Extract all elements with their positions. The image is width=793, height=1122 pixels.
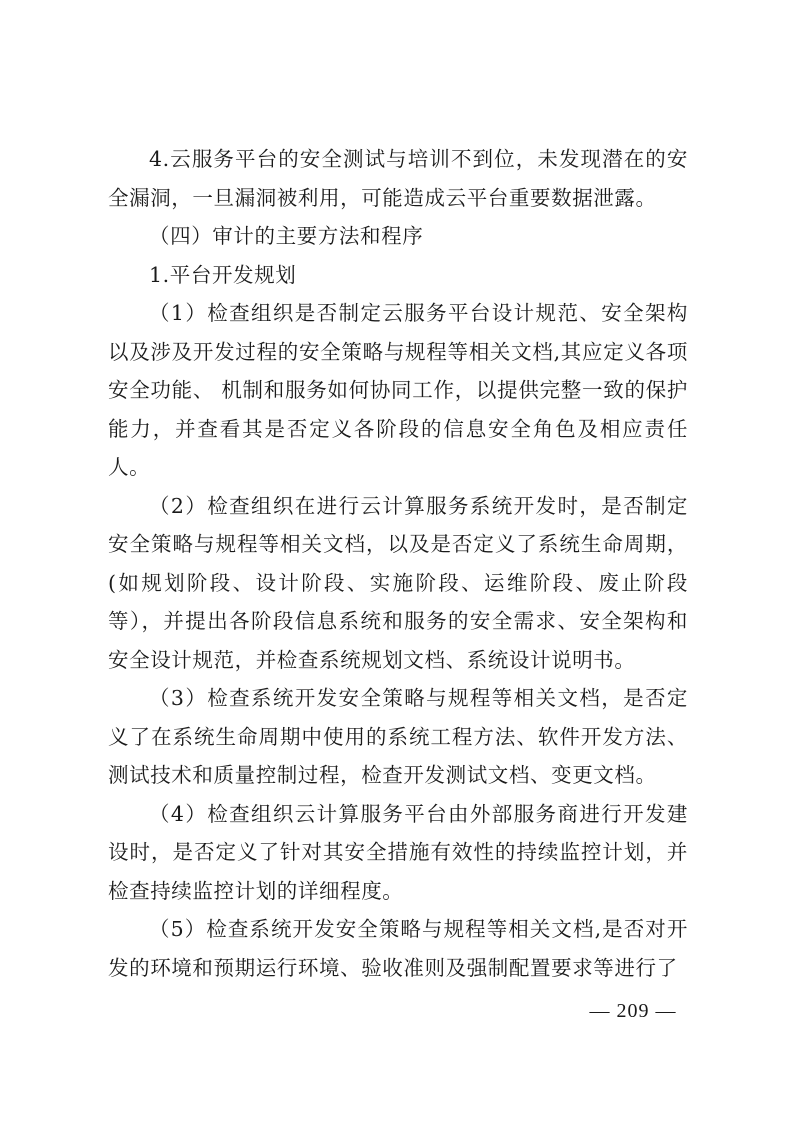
paragraph-item-2: （2）检查组织在进行云计算服务系统开发时，是否制定安全策略与规程等相关文档，以及是否定义了系统生命周期，(如规划阶段、设计阶段、实施阶段、运维阶段、废止阶段等），并提出各阶段信息系统和服务的安全需求、安全架构和安全设计规范，并检查系统规划文档、系统设计说明书。 — [108, 493, 688, 672]
document-body — [108, 140, 688, 987]
paragraph-point-4: 4.云服务平台的安全测试与培训不到位，未发现潜在的安全漏洞，一旦漏洞被利用，可能造成云平台重要数据泄露。 — [108, 147, 688, 210]
subsection-heading-1: 1.平台开发规划 — [149, 262, 297, 287]
page-number: — 209 — — [589, 1000, 677, 1022]
paragraph-item-1: （1）检查组织是否制定云服务平台设计规范、安全架构以及涉及开发过程的安全策略与规程等相关文档,其应定义各项安全功能、 机制和服务如何协同工作，以提供完整一致的保护能力，并查看其是否定义各阶段的信息安全角色及相应责任人。 — [108, 301, 688, 479]
section-heading-4: （四）审计的主要方法和程序 — [149, 224, 424, 248]
paragraph-item-3: （3）检查系统开发安全策略与规程等相关文档，是否定义了在系统生命周期中使用的系统工程方法、软件开发方法、测试技术和质量控制过程，检查开发测试文档、变更文档。 — [108, 686, 688, 787]
paragraph-item-5: （5）检查系统开发安全策略与规程等相关文档,是否对开发的环境和预期运行环境、验收准则及强制配置要求等进行了 — [108, 917, 688, 980]
paragraph-item-4: （4）检查组织云计算服务平台由外部服务商进行开发建设时，是否定义了针对其安全措施有效性的持续监控计划，并检查持续监控计划的详细程度。 — [108, 801, 688, 903]
